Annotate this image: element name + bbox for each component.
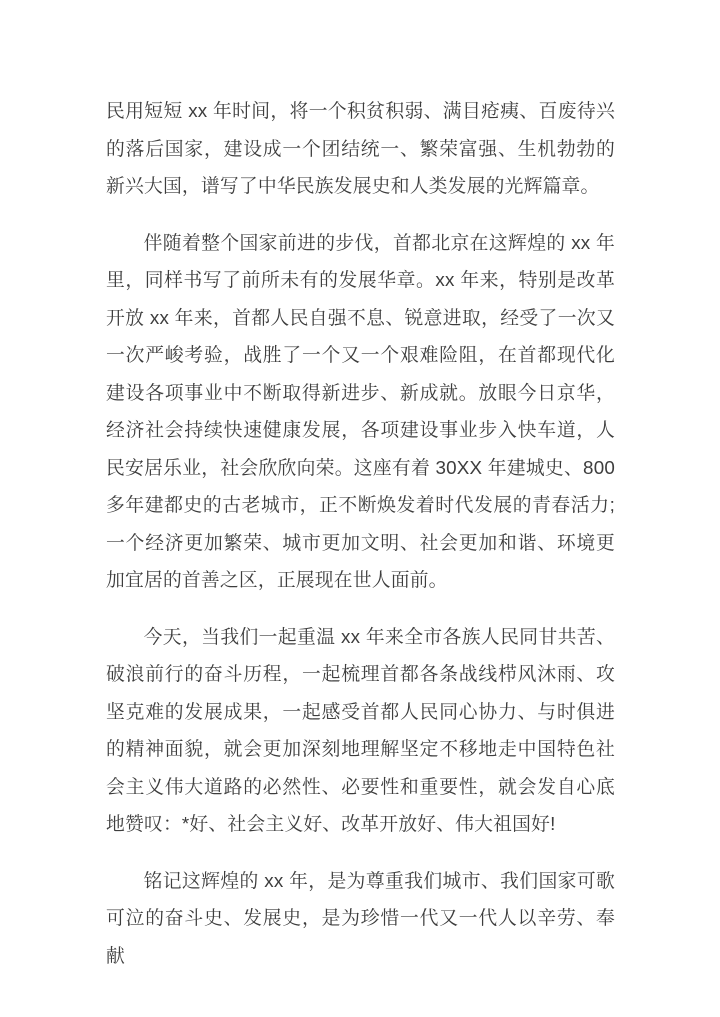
paragraph-4: 铭记这辉煌的 xx 年，是为尊重我们城市、我们国家可歌可泣的奋斗史、发展史，是为珍惜一代又一代人以辛劳、奉献	[106, 869, 615, 966]
paragraph-1: 民用短短 xx 年时间，将一个积贫积弱、满目疮痍、百废待兴的落后国家，建设成一个团结统一、繁荣富强、生机勃勃的新兴大国，谱写了中华民族发展史和人类发展的光辉篇章。	[106, 100, 615, 196]
paragraph-3: 今天，当我们一起重温 xx 年来全市各族人民同甘共苦、破浪前行的奋斗历程，一起梳理首都各条战线栉风沐雨、攻坚克难的发展成果，一起感受首都人民同心协力、与时俱进的精神面貌，就会更加深刻地理解坚定不移地走中国特色社会主义伟大道路的必然性、必要性和重要性，就会发自心底地赞叹：*好、社会主义好、改革开放好、伟大祖国好!	[106, 625, 615, 834]
paragraph-2: 伴随着整个国家前进的步伐，首都北京在这辉煌的 xx 年里，同样书写了前所未有的发展华章。xx 年来，特别是改革开放 xx 年来，首都人民自强不息、锐意进取，经受了一次又一次严峻考验，战胜了一个又一个艰难险阻，在首都现代化建设各项事业中不断取得新进步、新成就。放眼今日京华，经济社会持续快速健康发展，各项建设事业步入快车道，人民安居乐业，社会欣欣向荣。这座有着 30XX 年建城史、800 多年建都史的古老城市，正不断焕发着时代发展的青春活力;一个经济更加繁荣、城市更加文明、社会更加和谐、环境更加宜居的首善之区，正展现在世人面前。	[106, 231, 615, 590]
